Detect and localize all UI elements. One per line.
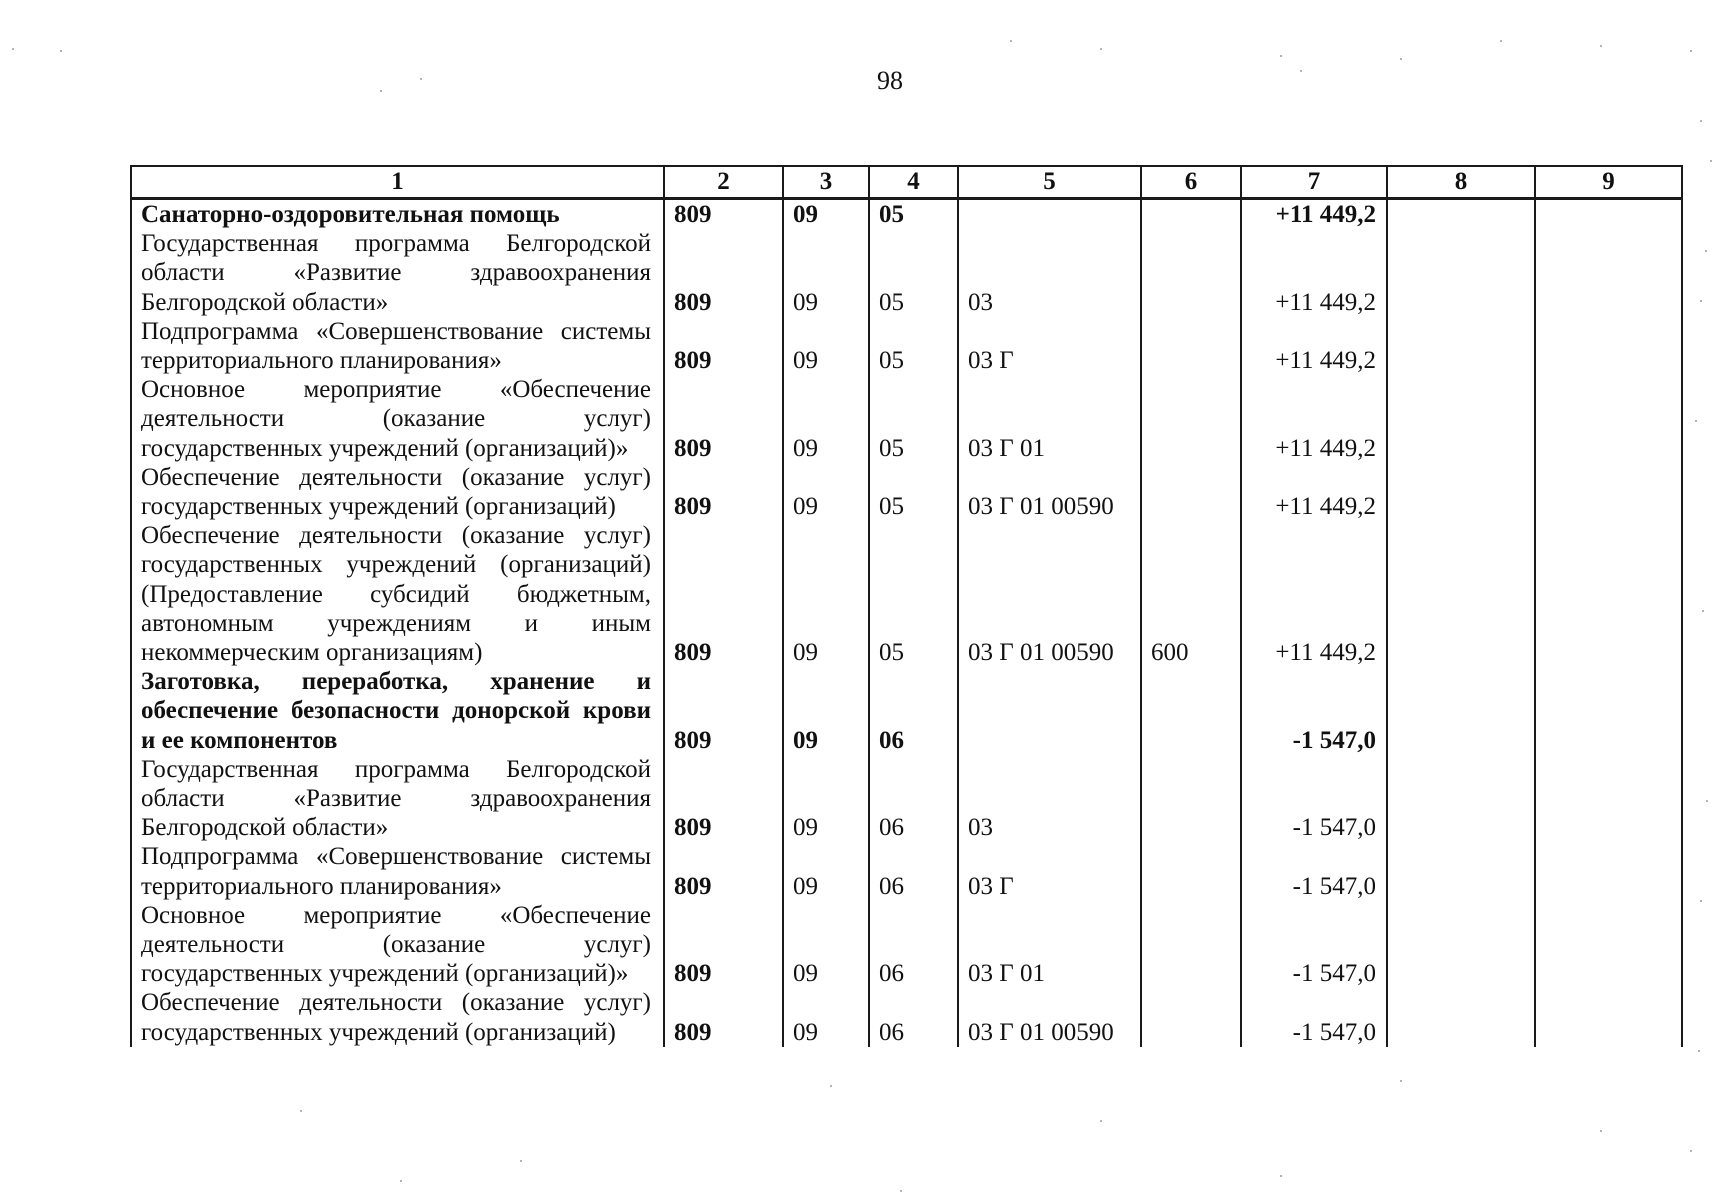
target-article-cell: 03 Г 01 xyxy=(958,375,1141,463)
amount-cell: +11 449,2 xyxy=(1241,463,1387,521)
admin-code-cell: 809 xyxy=(664,667,783,755)
column-header: 9 xyxy=(1535,166,1682,199)
expense-type-cell xyxy=(1141,463,1241,521)
row-name-cell: Подпрограмма «Совершенствование системы территориального планирования» xyxy=(131,842,664,900)
empty-cell-9 xyxy=(1535,842,1682,900)
table-row xyxy=(131,521,1682,667)
target-article-cell xyxy=(958,199,1141,230)
expense-type-cell xyxy=(1141,199,1241,230)
speck xyxy=(380,90,382,92)
column-header: 1 xyxy=(131,166,664,199)
empty-cell-9 xyxy=(1535,901,1682,989)
empty-cell-9 xyxy=(1535,463,1682,521)
speck xyxy=(1280,55,1282,57)
subsection-cell: 05 xyxy=(869,229,958,317)
target-article-cell: 03 Г 01 xyxy=(958,901,1141,989)
empty-cell-9 xyxy=(1535,375,1682,463)
target-article-cell: 03 Г 01 00590 xyxy=(958,521,1141,667)
table-row xyxy=(131,375,1682,463)
empty-cell-8 xyxy=(1387,667,1535,755)
admin-code-cell: 809 xyxy=(664,755,783,843)
row-name-cell: Обеспечение деятельности (оказание услуг) государственных учреждений (организаций) xyxy=(131,463,664,521)
speck xyxy=(1695,420,1697,422)
empty-cell-9 xyxy=(1535,755,1682,843)
admin-code-cell: 809 xyxy=(664,199,783,230)
empty-cell-9 xyxy=(1535,229,1682,317)
row-name-cell: Основное мероприятие «Обеспечение деятельности (оказание услуг) государственных учреждений (организаций)» xyxy=(131,375,664,463)
row-name-cell: Государственная программа Белгородской области «Развитие здравоохранения Белгородской области» xyxy=(131,229,664,317)
column-header: 3 xyxy=(783,166,869,199)
subsection-cell: 05 xyxy=(869,375,958,463)
empty-cell-9 xyxy=(1535,667,1682,755)
target-article-cell: 03 Г xyxy=(958,317,1141,375)
page-number: 98 xyxy=(877,66,903,95)
expense-type-cell xyxy=(1141,317,1241,375)
speck xyxy=(1690,50,1692,52)
speck xyxy=(830,1085,832,1087)
column-header: 4 xyxy=(869,166,958,199)
speck xyxy=(400,1180,402,1182)
speck xyxy=(1600,1130,1602,1132)
amount-cell: -1 547,0 xyxy=(1241,988,1387,1046)
target-article-cell: 03 Г xyxy=(958,842,1141,900)
speck xyxy=(1600,45,1602,47)
empty-cell-8 xyxy=(1387,375,1535,463)
speck xyxy=(1280,1175,1282,1177)
speck xyxy=(1700,120,1702,122)
row-name-cell: Санаторно-оздоровительная помощь xyxy=(131,199,664,230)
table-body xyxy=(131,199,1682,1047)
empty-cell-9 xyxy=(1535,317,1682,375)
row-name-cell: Заготовка, переработка, хранение и обеспечение безопасности донорской крови и ее компонентов xyxy=(131,667,664,755)
column-header: 5 xyxy=(958,166,1141,199)
table-row xyxy=(131,755,1682,843)
subsection-cell: 05 xyxy=(869,521,958,667)
amount-cell: +11 449,2 xyxy=(1241,229,1387,317)
budget-table xyxy=(130,165,1683,1047)
table-row xyxy=(131,901,1682,989)
speck xyxy=(1705,250,1707,252)
admin-code-cell: 809 xyxy=(664,901,783,989)
speck xyxy=(60,50,62,52)
target-article-cell: 03 Г 01 00590 xyxy=(958,988,1141,1046)
amount-cell: +11 449,2 xyxy=(1241,521,1387,667)
row-name-cell: Обеспечение деятельности (оказание услуг) государственных учреждений (организаций) (Предоставление субсидий бюджетным, автономным учреждениям и иным некоммерческим организациям) xyxy=(131,521,664,667)
speck xyxy=(1100,1120,1102,1122)
section-cell: 09 xyxy=(783,463,869,521)
table-row xyxy=(131,317,1682,375)
section-cell: 09 xyxy=(783,901,869,989)
admin-code-cell: 809 xyxy=(664,229,783,317)
column-header: 6 xyxy=(1141,166,1241,199)
admin-code-cell: 809 xyxy=(664,463,783,521)
speck xyxy=(1400,58,1402,60)
column-header: 2 xyxy=(664,166,783,199)
subsection-cell: 06 xyxy=(869,842,958,900)
amount-cell: -1 547,0 xyxy=(1241,901,1387,989)
speck xyxy=(1500,40,1502,42)
amount-cell: -1 547,0 xyxy=(1241,667,1387,755)
admin-code-cell: 809 xyxy=(664,842,783,900)
expense-type-cell xyxy=(1141,755,1241,843)
expense-type-cell xyxy=(1141,901,1241,989)
empty-cell-8 xyxy=(1387,229,1535,317)
admin-code-cell: 809 xyxy=(664,317,783,375)
empty-cell-9 xyxy=(1535,199,1682,230)
empty-cell-8 xyxy=(1387,755,1535,843)
section-cell: 09 xyxy=(783,229,869,317)
section-cell: 09 xyxy=(783,317,869,375)
expense-type-cell xyxy=(1141,229,1241,317)
empty-cell-8 xyxy=(1387,521,1535,667)
row-name-cell: Государственная программа Белгородской области «Развитие здравоохранения Белгородской области» xyxy=(131,755,664,843)
section-cell: 09 xyxy=(783,375,869,463)
amount-cell: -1 547,0 xyxy=(1241,842,1387,900)
amount-cell: +11 449,2 xyxy=(1241,317,1387,375)
column-header: 8 xyxy=(1387,166,1535,199)
speck xyxy=(520,1160,522,1162)
admin-code-cell: 809 xyxy=(664,988,783,1046)
table-row xyxy=(131,199,1682,230)
expense-type-cell xyxy=(1141,667,1241,755)
section-cell: 09 xyxy=(783,667,869,755)
target-article-cell: 03 Г 01 00590 xyxy=(958,463,1141,521)
empty-cell-8 xyxy=(1387,988,1535,1046)
speck xyxy=(1700,900,1702,902)
speck xyxy=(900,1190,902,1192)
empty-cell-9 xyxy=(1535,988,1682,1046)
speck xyxy=(1300,70,1302,72)
speck xyxy=(420,78,422,80)
row-name-cell: Подпрограмма «Совершенствование системы территориального планирования» xyxy=(131,317,664,375)
amount-cell: +11 449,2 xyxy=(1241,375,1387,463)
row-name-cell: Основное мероприятие «Обеспечение деятельности (оказание услуг) государственных учреждений (организаций)» xyxy=(131,901,664,989)
speck xyxy=(1702,610,1704,612)
amount-cell: +11 449,2 xyxy=(1241,199,1387,230)
empty-cell-8 xyxy=(1387,199,1535,230)
target-article-cell: 03 xyxy=(958,755,1141,843)
section-cell: 09 xyxy=(783,521,869,667)
subsection-cell: 05 xyxy=(869,317,958,375)
target-article-cell xyxy=(958,667,1141,755)
table-row xyxy=(131,229,1682,317)
expense-type-cell: 600 xyxy=(1141,521,1241,667)
speck xyxy=(12,48,14,50)
empty-cell-8 xyxy=(1387,463,1535,521)
speck xyxy=(1698,1050,1700,1052)
speck xyxy=(300,1110,302,1112)
expense-type-cell xyxy=(1141,988,1241,1046)
speck xyxy=(1706,800,1708,802)
expense-type-cell xyxy=(1141,842,1241,900)
row-name-cell: Обеспечение деятельности (оказание услуг) государственных учреждений (организаций) xyxy=(131,988,664,1046)
expense-type-cell xyxy=(1141,375,1241,463)
table-row xyxy=(131,667,1682,755)
amount-cell: -1 547,0 xyxy=(1241,755,1387,843)
empty-cell-9 xyxy=(1535,521,1682,667)
target-article-cell: 03 xyxy=(958,229,1141,317)
column-header: 7 xyxy=(1241,166,1387,199)
subsection-cell: 06 xyxy=(869,667,958,755)
speck xyxy=(1700,300,1702,302)
subsection-cell: 06 xyxy=(869,755,958,843)
empty-cell-8 xyxy=(1387,317,1535,375)
speck xyxy=(1010,40,1012,42)
speck xyxy=(1100,48,1102,50)
subsection-cell: 05 xyxy=(869,199,958,230)
table-row xyxy=(131,463,1682,521)
subsection-cell: 06 xyxy=(869,988,958,1046)
subsection-cell: 05 xyxy=(869,463,958,521)
table-row xyxy=(131,842,1682,900)
section-cell: 09 xyxy=(783,842,869,900)
column-header-row xyxy=(131,166,1682,199)
subsection-cell: 06 xyxy=(869,901,958,989)
speck xyxy=(1400,1080,1402,1082)
section-cell: 09 xyxy=(783,755,869,843)
speck xyxy=(1690,1150,1692,1152)
admin-code-cell: 809 xyxy=(664,375,783,463)
section-cell: 09 xyxy=(783,988,869,1046)
section-cell: 09 xyxy=(783,199,869,230)
table-row xyxy=(131,988,1682,1046)
admin-code-cell: 809 xyxy=(664,521,783,667)
empty-cell-8 xyxy=(1387,901,1535,989)
speck xyxy=(1710,160,1712,162)
empty-cell-8 xyxy=(1387,842,1535,900)
